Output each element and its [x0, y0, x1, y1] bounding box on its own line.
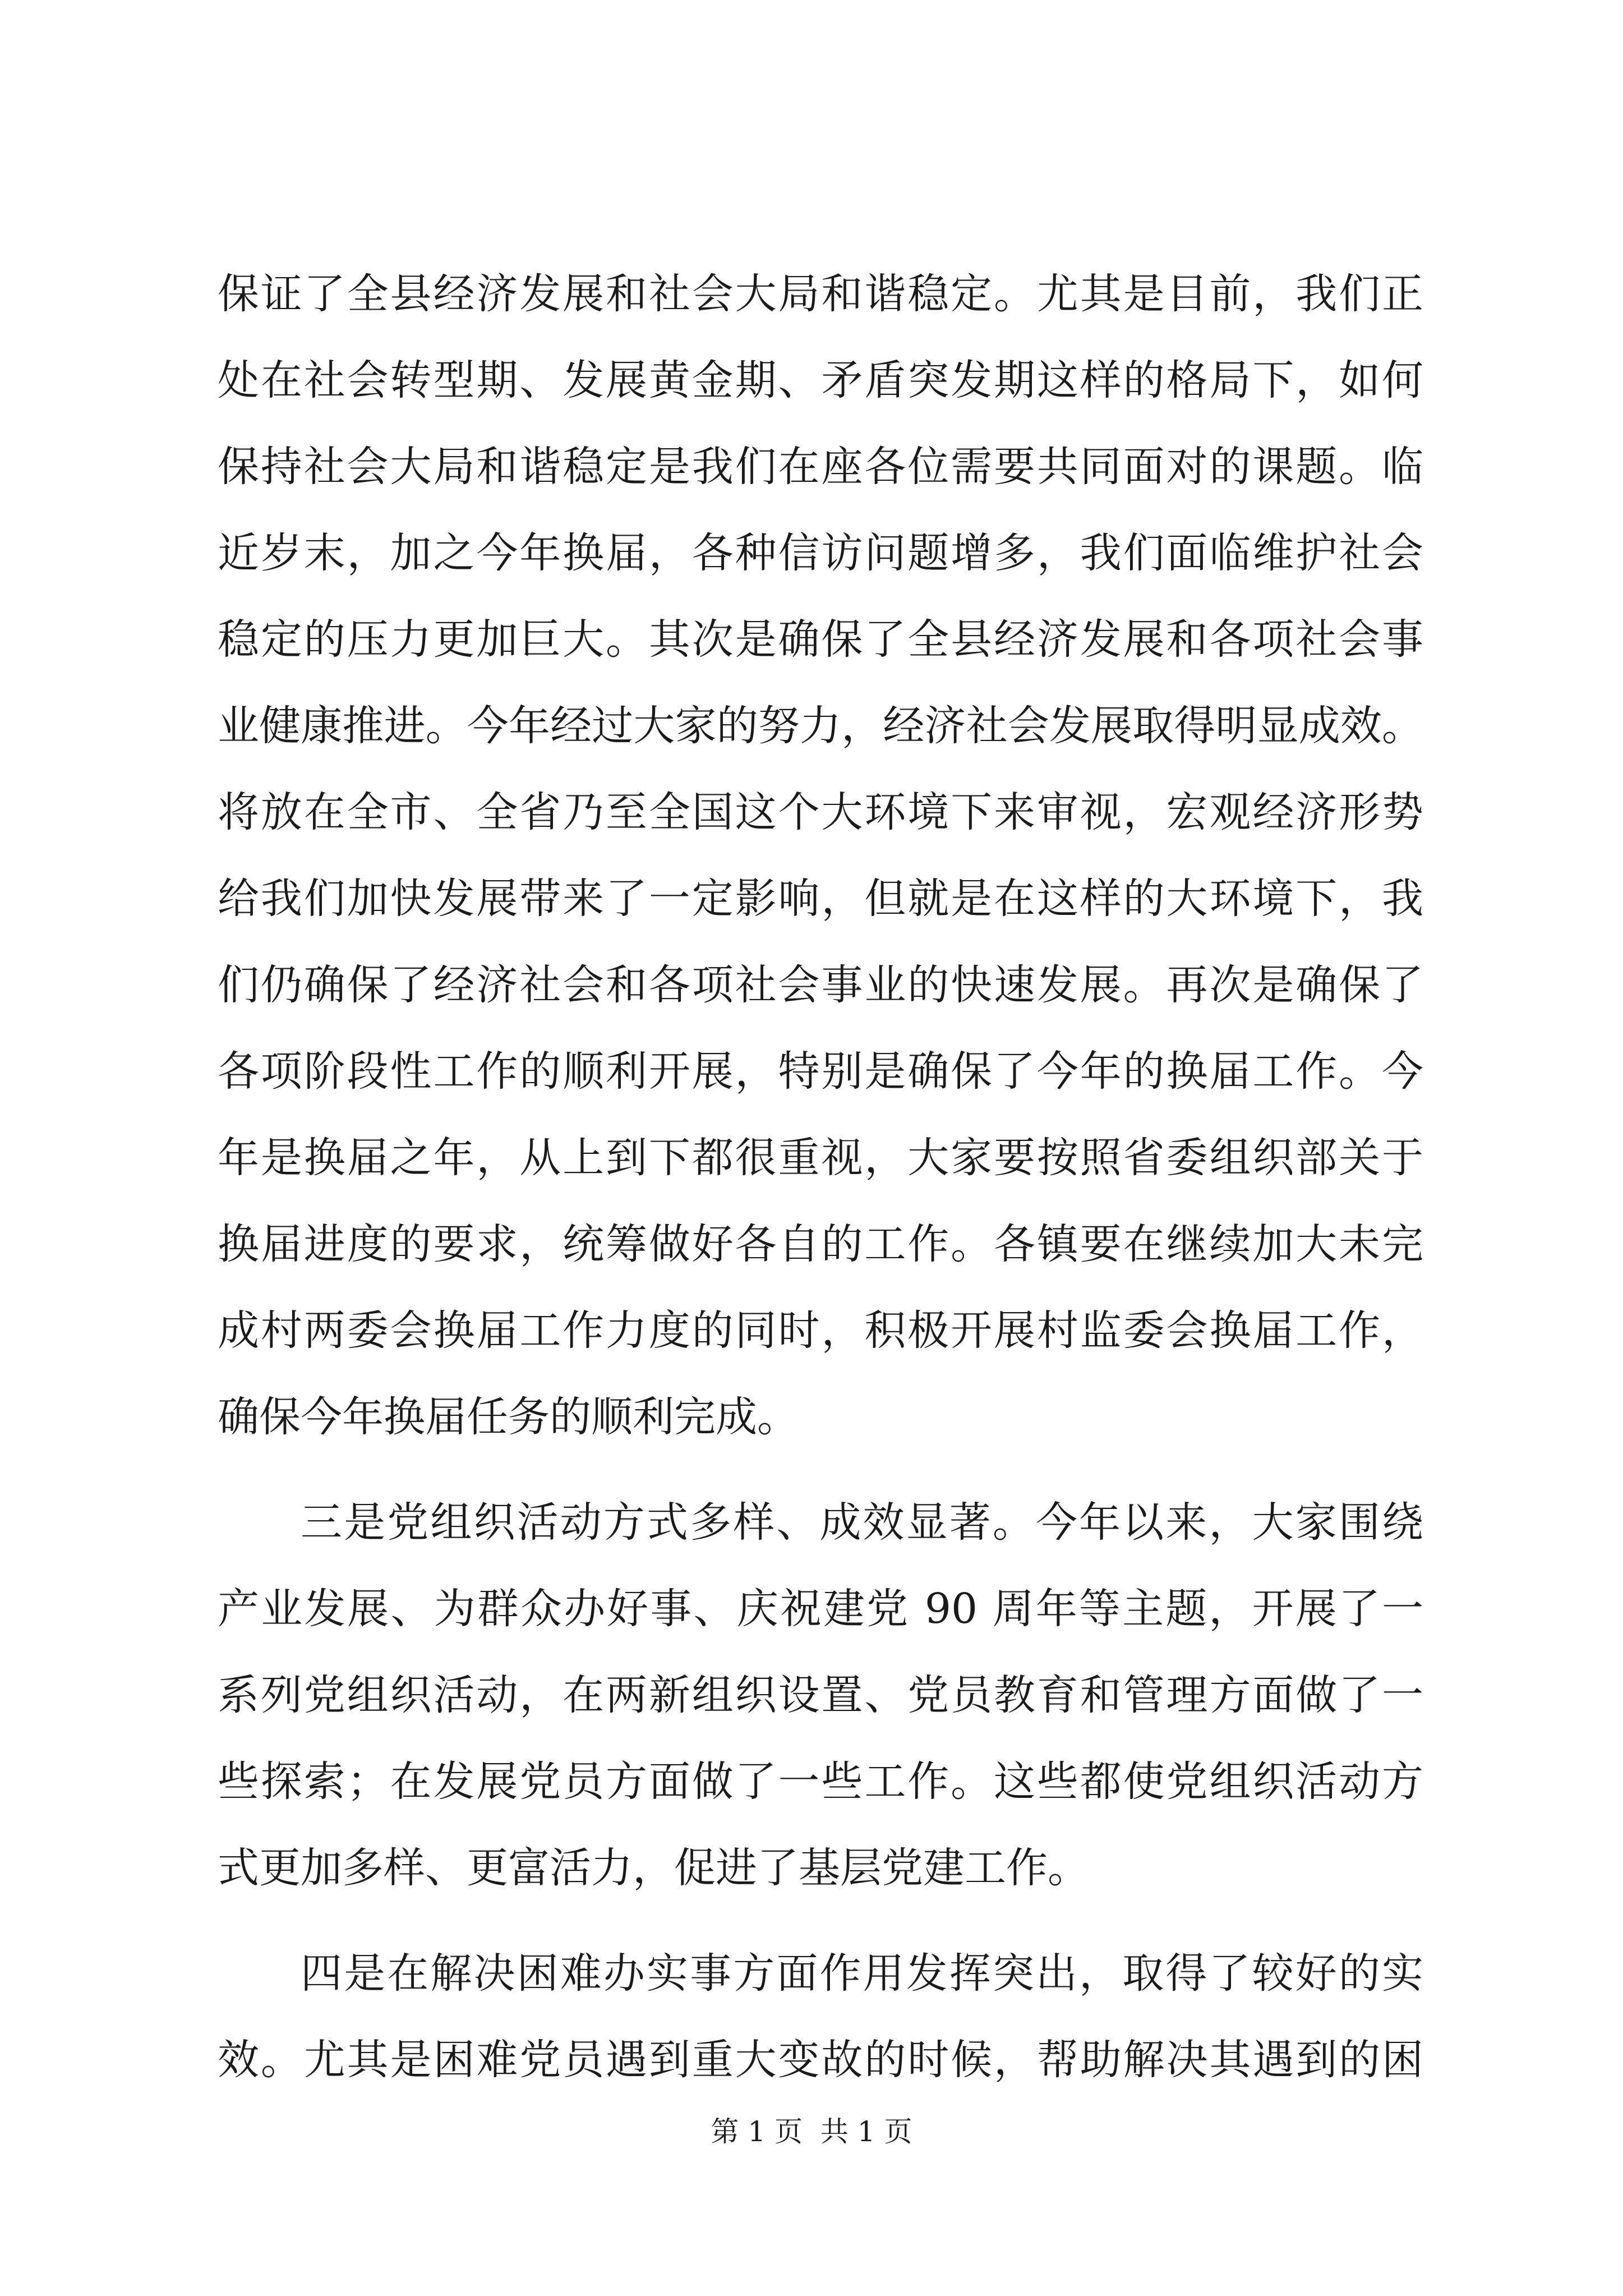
paragraph-first-line: 四是在解决困难办实事方面作用发挥突出，取得了较好的实 — [301, 1949, 1423, 1998]
text-line: 将放在全市、全省乃至全国这个大环境下来审视，宏观经济形势 — [218, 788, 1423, 836]
text-line: 年是换届之年，从上到下都很重视，大家要按照省委组织部关于 — [218, 1134, 1423, 1182]
page-footer: 第 1 页 共 1 页 — [711, 2115, 912, 2148]
text-line: 式更加多样、更富活力，促进了基层党建工作。 — [218, 1844, 1089, 1892]
text-line: 成村两委会换届工作力度的同时，积极开展村监委会换届工作， — [218, 1306, 1423, 1355]
text-line: 些探索；在发展党员方面做了一些工作。这些都使党组织活动方 — [218, 1757, 1423, 1806]
text-line: 系列党组织活动，在两新组织设置、党员教育和管理方面做了一 — [218, 1671, 1423, 1719]
text-line: 近岁末，加之今年换届，各种信访问题增多，我们面临维护社会 — [218, 529, 1423, 577]
paragraph-first-line: 三是党组织活动方式多样、成效显著。今年以来，大家围绕 — [301, 1498, 1423, 1547]
text-line: 产业发展、为群众办好事、庆祝建党 90 周年等主题，开展了一 — [218, 1585, 1423, 1633]
text-line: 效。尤其是困难党员遇到重大变故的时候，帮助解决其遇到的困 — [218, 2036, 1423, 2084]
text-line: 各项阶段性工作的顺利开展，特别是确保了今年的换届工作。今 — [218, 1047, 1423, 1096]
text-line: 稳定的压力更加巨大。其次是确保了全县经济发展和各项社会事 — [218, 615, 1423, 664]
text-line: 确保今年换届任务的顺利完成。 — [218, 1393, 799, 1441]
text-line: 换届进度的要求，统筹做好各自的工作。各镇要在继续加大未完 — [218, 1220, 1423, 1268]
text-line: 保持社会大局和谐稳定是我们在座各位需要共同面对的课题。临 — [218, 443, 1423, 491]
text-line: 给我们加快发展带来了一定影响，但就是在这样的大环境下，我 — [218, 875, 1423, 923]
text-line: 业健康推进。今年经过大家的努力，经济社会发展取得明显成效。 — [218, 702, 1423, 750]
text-line: 处在社会转型期、发展黄金期、矛盾突发期这样的格局下，如何 — [218, 356, 1423, 404]
text-line: 们仍确保了经济社会和各项社会事业的快速发展。再次是确保了 — [218, 961, 1423, 1009]
text-line: 保证了全县经济发展和社会大局和谐稳定。尤其是目前，我们正 — [218, 270, 1423, 318]
